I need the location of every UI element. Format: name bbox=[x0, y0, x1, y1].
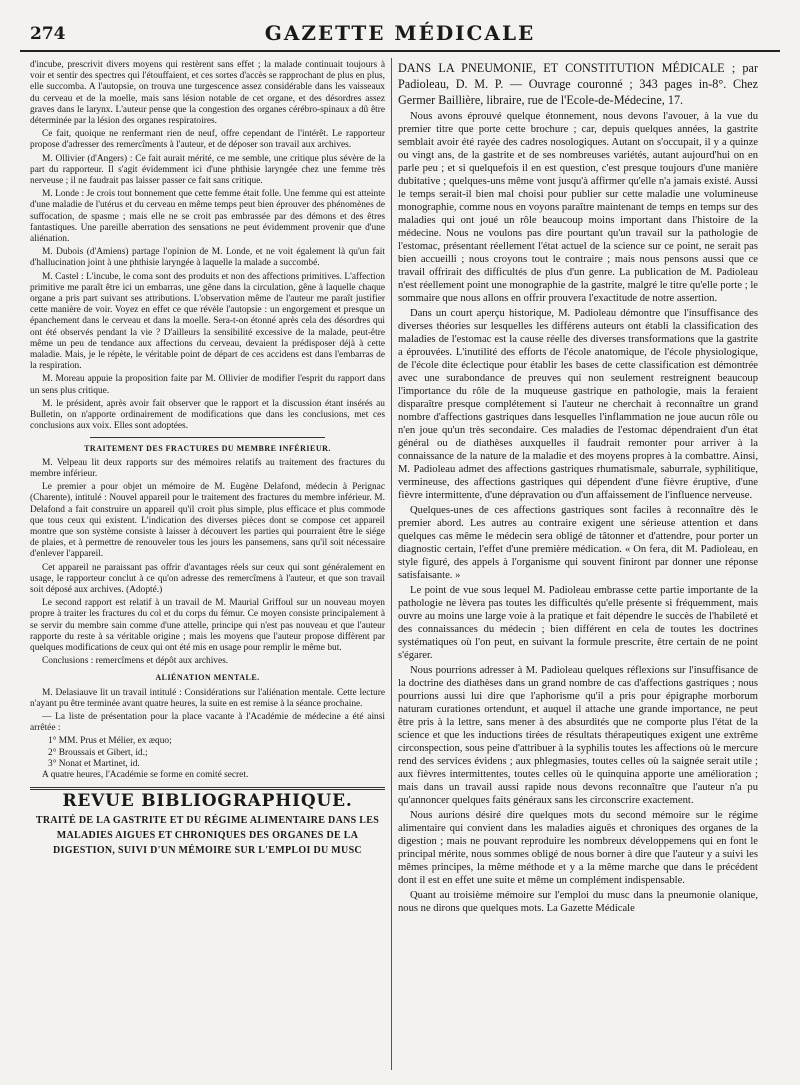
paragraph: — La liste de présentation pour la place vacante à l'Académie de médecine a été ainsi arrêtée : bbox=[30, 711, 385, 734]
paragraph: Nous pourrions adresser à M. Padioleau quelques réflexions sur l'insuffisance de la doctrine des diathèses dans un grand nombre de cas d'affections gastriques ; nous pourrions aussi lui dire que l'aphorisme qu'il a pris pour épigraphe morborum naturam curationes ortendunt, et auquel il attache une grande importance, ne peut être pris à la lettre, sans mener à des absurdités que ne comporte plus l'état de la science et que les inductions tirées de résultats thérapeutiques exigent une extrême circonspection, sous peine d'attribuer à la syphilis toutes les affections où le mercure rend des services évidens ; aux phlegmasies, toutes celles où la saignée serait utile ; aux fièvres intermittentes, toutes celles où le quinquina apporte une amélioration ; mais dans un travail aussi rapide nous devons reconnaître que l'auteur n'a pu qu'annoncer quelques faits généraux sans les circonscrire exactement. bbox=[398, 665, 758, 806]
paragraph: Ce fait, quoique ne renfermant rien de neuf, offre cependant de l'intérêt. Le rapporteur propose d'adresser des remercîments à l'auteur, et de déposer son travail aux archives. bbox=[30, 129, 385, 151]
list-item: 2° Broussais et Gibert, id.; bbox=[48, 747, 148, 758]
paragraph: Cet appareil ne paraissant pas offrir d'avantages réels sur ceux qui sont généralement en usage, le rapporteur conclut à ce qu'on adresse des remercîmens à l'auteur, et que son travail soit déposé aux archives. (Adopté.) bbox=[30, 562, 385, 595]
section-heading: TRAITEMENT DES FRACTURES DU MEMBRE INFÉRIEUR. bbox=[84, 443, 331, 453]
column-divider bbox=[391, 58, 392, 1070]
paragraph: M. Moreau appuie la proposition faite par M. Ollivier de modifier l'esprit du rapport dans un sens plus critique. bbox=[30, 374, 385, 396]
paragraph: M. le président, après avoir fait observer que le rapport et la discussion étant insérés au Bulletin, on n'apporte ordinairement de modifications que dans les conclusions, met ces conclusions aux voix. Elles sont adoptées. bbox=[30, 398, 385, 432]
right-column bbox=[398, 60, 758, 1070]
page-header bbox=[20, 18, 780, 52]
paragraph: Le point de vue sous lequel M. Padioleau embrasse cette partie importante de la pathologie ne lèvera pas toutes les difficultés qu'elle présente si fréquemment, mais ouvre au moins une large voie à la pratique et fait dépendre le succès de l'habileté et des connaissances du médecin ; bien différent en cela de toutes les doctrines systématiques où l'on peut, en suivant la formule prescrite, être certain de ne point s'égarer. bbox=[398, 585, 758, 661]
paragraph: Quant au troisième mémoire sur l'emploi du musc dans la pneumonie olanique, nous ne dirons que quelques mots. La Gazette Médicale bbox=[398, 890, 758, 914]
paragraph: M. Dubois (d'Amiens) partage l'opinion de M. Londe, et ne voit également là qu'un fait d'hallucination joint à une phthisie laryngée à laquelle la malade a succombé. bbox=[30, 247, 385, 269]
paragraph: A quatre heures, l'Académie se forme en comité secret. bbox=[42, 769, 249, 780]
book-details: DANS LA PNEUMONIE, ET CONSTITUTION MÉDICALE ; par Padioleau, D. M. P. — Ouvrage couronné ; 343 pages in-8°. Chez Germer Baillière, libraire, rue de l'Ecole-de-Médecine, 17. bbox=[398, 61, 758, 107]
book-title: TRAITÉ DE LA GASTRITE ET DU RÉGIME ALIMENTAIRE DANS LES MALADIES AIGUES ET CHRONIQUES DES ORGANES DE LA DIGESTION, SUIVI D'UN MÉMOIRE SUR L'EMPLOI DU MUSC bbox=[35, 815, 380, 857]
paragraph: Le premier a pour objet un mémoire de M. Eugène Delafond, médecin à Perignac (Charente), intitulé : Nouvel appareil pour le traitement des fractures du membre inférieur. M. Delafond a fait construire un appareil qu'il croit plus simple, plus efficace et plus commode que tous ceux qui existent. L'indication des diverses pièces dont se compose cet appareil montre que son système consiste à laisser à découvert les parties qui pourraient être le siége de plaies, et à permettre de renouveler tous les jours les pansemens, sans qu'il soit nécessaire d'enlever l'appareil. bbox=[30, 482, 385, 560]
paragraph: M. Delasiauve lit un travail intitulé : Considérations sur l'aliénation mentale. Cette lecture n'ayant pu être terminée avant quatre heures, la suite en est remise à la séance prochaine. bbox=[30, 687, 385, 709]
journal-title: GAZETTE MÉDICALE bbox=[264, 21, 536, 45]
section-title: REVUE BIBLIOGRAPHIQUE. bbox=[62, 791, 353, 812]
list-item: 3° Nonat et Martinet, id. bbox=[48, 758, 140, 769]
paragraph: M. Velpeau lit deux rapports sur des mémoires relatifs au traitement des fractures du membre inférieur. bbox=[30, 457, 385, 479]
paragraph: M. Castel : L'incube, le coma sont des produits et non des affections primitives. L'affection primitive me paraît être ici un embarras, une gêne dans la circulation, gêne à laquelle chaque organe a pris part suivant ses attributions. L'observation même de l'auteur me paraît justifier cette manière de voir. Voyez en effet ce que révèle l'autopsie : un engorgement et presque un épanchement dans le cerveau et dans la moelle. Sera-t-on étonné après cela des désordres qui ont été observés pendant la vie ? D'ailleurs la sensibilité excessive de la malade, peut-être même un peu de tendance aux affections du cerveau, devaient la prédisposer déjà à cette maladie. Mais, je le répète, le véritable point de départ de ces accidens est dans l'embarras de la respiration. bbox=[30, 271, 385, 372]
paragraph: Quelques-unes de ces affections gastriques sont faciles à reconnaître dès le premier abord. Les autres au contraire exigent une sérieuse attention et dans quelques cas même le médecin sera obligé de tâtonner et d'attendre, pour porter un diagnostic certain, l'effet d'une première médication. « On fera, dit M. Padioleau, en style figuré, des appels à l'organisme qui souvent finiront par donner une réponse satisfaisante. » bbox=[398, 505, 758, 581]
paragraph: Le second rapport est relatif à un travail de M. Maurial Griffoul sur un nouveau moyen propre à traiter les fractures du col et du corps du fémur. Ce moyen consiste principalement à se servir du membre sain comme d'une attelle, principe qui n'est pas nouveau et que l'auteur rapporte du reste à sa véritable origine ; mais les moyens que l'auteur propose diffèrent par quelques modifications de ceux qui ont été mis en usage pour remplir le même but. bbox=[30, 598, 385, 653]
page-number: 274 bbox=[30, 24, 66, 44]
paragraph: Dans un court aperçu historique, M. Padioleau démontre que l'insuffisance des diverses théories sur lesquelles les différens auteurs ont établi la classification des maladies de l'estomac est la cause réelle des diverses transformations que la gastrite a éprouvées. L'inutilité des efforts de l'école anatomique, de l'école physiologique, de l'école dite éclectique pour établir les bases de cette classification est démontrée avec une surabondance de preuves qui non seulement restreignent beaucoup l'importance du rôle de la muqueuse gastrique en pathologie, mais la feraient disparaître presque complétement si l'auteur ne cherchait à reconnaître un grand nombre d'affections gastriques dans lesquelles l'inflammation ne joue aucun rôle ou n'en joue qu'un très secondaire. Ces maladies de l'estomac dépendraient d'un état général ou de diathèses auxquelles il faudrait remonter pour arriver à la connaissance de la nature de la maladie et des moyens propres à la combattre. Ainsi, M. Padioleau admet des affections gastriques rhumatismale, saburrale, syphilitique, vermineuse, des affections gastriques qui dépendent d'une fièvre éruptive, d'une fièvre intermittente, d'une dépravation ou d'un affaissement de l'influence nerveuse. bbox=[398, 308, 758, 501]
divider bbox=[90, 437, 325, 438]
paragraph: M. Londe : Je crois tout bonnement que cette femme était folle. Une femme qui est atteinte d'une maladie de l'utérus et du cerveau en même temps peut bien éprouver des phénomènes de suffocation, de spasme ; mais elle ne se croit pas embrassée par des démons et des êtres fantastiques. Une pareille aberration des sensations ne peut évidemment provenir que d'une aliénation. bbox=[30, 189, 385, 245]
section-heading: ALIÉNATION MENTALE. bbox=[155, 673, 260, 683]
double-rule bbox=[30, 787, 385, 790]
list-item: 1° MM. Prus et Mélier, ex æquo; bbox=[48, 736, 172, 747]
left-column bbox=[30, 60, 385, 1070]
paragraph: Conclusions : remercîmens et dépôt aux archives. bbox=[42, 656, 229, 667]
paragraph: M. Ollivier (d'Angers) : Ce fait aurait mérité, ce me semble, une critique plus sévère de la part du rapporteur. Il s'agit évidemment ici d'une phthisie laryngée chez une femme très nerveuse ; il ne faudrait pas laisser passer ce fait sans critique. bbox=[30, 153, 385, 187]
paragraph: d'incube, prescrivit divers moyens qui restèrent sans effet ; la malade continuait toujours à voir et sentir des spectres qui l'étouffaient, et ces sortes d'accès se rapprochant de plus en plus, elle succomba. A l'autopsie, on trouva une turgescence assez considérable dans les vaisseaux du cerveau et de la moelle, mais sans lésion notable de cet organe, et des désordres assez graves dans le larynx. L'auteur pense que la congestion des organes cérébro-spinaux a dû être déterminée par la lésion des organes respiratoires. bbox=[30, 60, 385, 127]
paragraph: Nous avons éprouvé quelque étonnement, nous devons l'avouer, à la vue du premier titre que porte cette brochure ; car, depuis quelques années, la gastrite semblait avoir été rayée des cadres nosologiques. Autant on s'occupait, il y a quinze ou vingt ans, de la gastrite et de ses nombreuses variétés, autant aujourd'hui on en parle peu ; et si quelquefois il en est question, c'est presque toujours d'une manière dubitative ; quelques-uns même vont jusqu'à affirmer qu'elle n'a jamais existé. Aussi le temps serait-il bien mal choisi pour publier sur cette maladie une volumineuse monographie, comme nous en voyons paraître maintenant de temps en temps sur des maladies qui ont joué un rôle beaucoup moins important dans l'histoire de la médecine. Nous ne voulons pas dire pourtant qu'un travail sur la pathologie de l'estomac, présentant réellement l'état actuel de la science sur ce point, ne serait pas bien accueilli ; nous croyons tout le contraire ; mais nous pensons aussi que ce travail offrirait des difficultés de plus d'un genre. La publication de M. Padioleau n'est réellement point une monographie de la gastrite, malgré le titre qu'elle porte ; le sommaire que nous allons en offrir prouvera l'exactitude de notre assertion. bbox=[398, 111, 758, 304]
paragraph: Nous aurions désiré dire quelques mots du second mémoire sur le régime alimentaire qui convient dans les maladies aiguës et chroniques des organes de la digestion ; mais ne pouvant reproduire les nombreux développemens qui en font le principal mérite, nous sommes obligé de nous borner à dire que l'auteur y a suivi les mêmes principes, la même méthode et y a la même marche que dans le précédent dont il est en effet une suite et même un complément indispensable. bbox=[398, 810, 758, 886]
